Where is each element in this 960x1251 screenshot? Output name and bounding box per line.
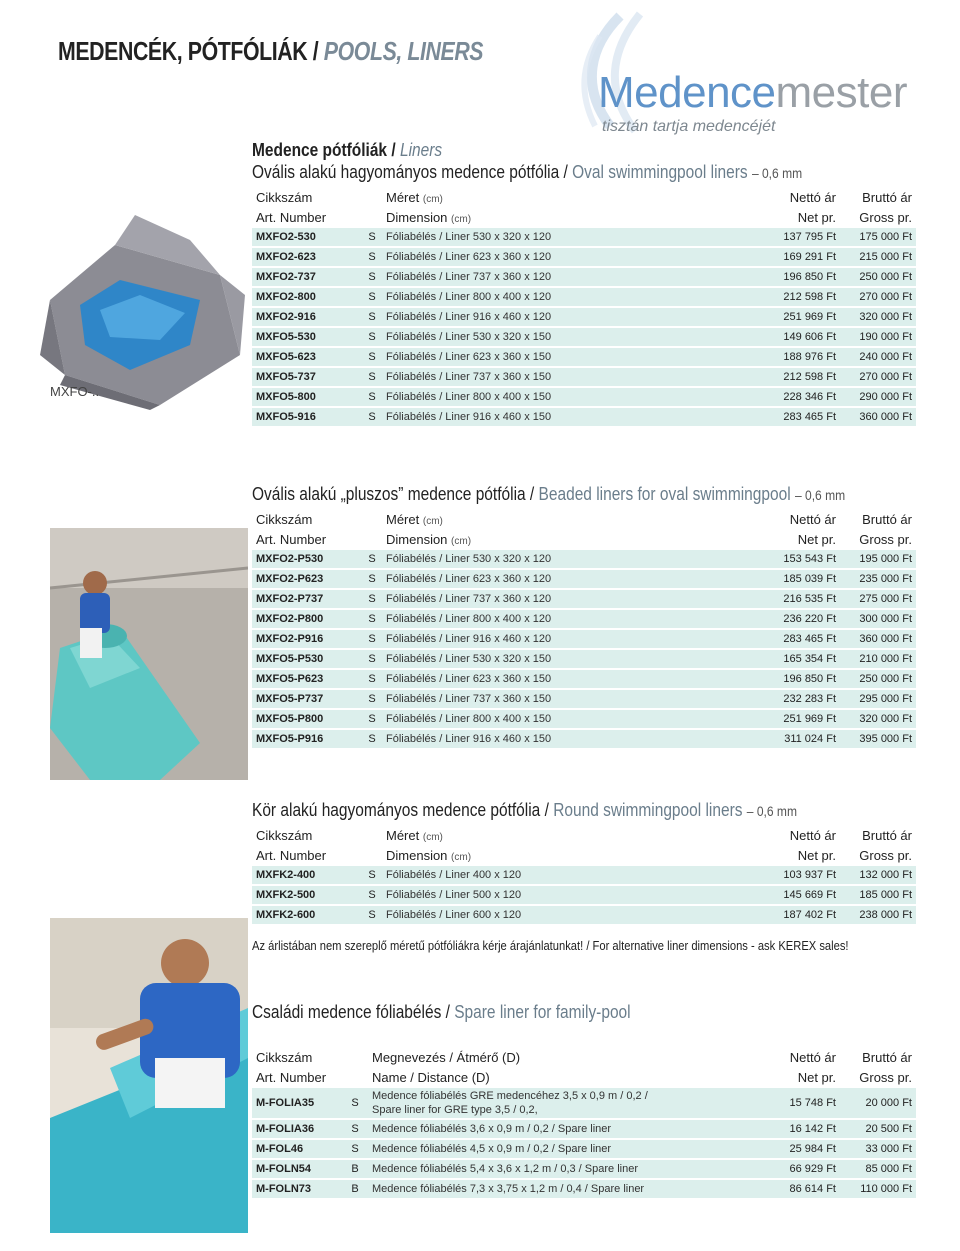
gross-price: 110 000 Ft bbox=[840, 1180, 916, 1198]
dimension: Fóliabélés / Liner 800 x 400 x 120 bbox=[382, 610, 762, 628]
col-header-name: Megnevezés / Átmérő (D) bbox=[372, 1049, 521, 1065]
man-fitting-liner-photo bbox=[50, 918, 248, 1233]
name-line-1: Medence fóliabélés 3,6 x 0,9 m / 0,2 / Spare liner bbox=[372, 1123, 612, 1135]
stock-flag: S bbox=[362, 670, 382, 688]
stock-flag: S bbox=[362, 690, 382, 708]
title-en: Oval swimmingpool liners bbox=[572, 162, 748, 182]
col-header-size-en bbox=[382, 846, 762, 864]
col-header-flag bbox=[342, 1048, 368, 1066]
thickness: – 0,6 mm bbox=[794, 487, 846, 503]
logo-tagline: tisztán tartja medencéjét bbox=[602, 118, 776, 135]
logo-wordmark bbox=[598, 68, 907, 118]
stock-flag: S bbox=[362, 610, 382, 628]
unit-label-en: (cm) bbox=[451, 213, 472, 225]
net-price: 145 669 Ft bbox=[762, 886, 840, 904]
dimension: Fóliabélés / Liner 800 x 400 x 120 bbox=[382, 288, 762, 306]
net-price: 185 039 Ft bbox=[762, 570, 840, 588]
col-header-size-en bbox=[382, 530, 762, 548]
header-row-en bbox=[252, 846, 916, 864]
section-round-liners bbox=[252, 800, 916, 926]
gross-price: 238 000 Ft bbox=[840, 906, 916, 924]
unit-label: (cm) bbox=[422, 515, 443, 527]
table-row bbox=[252, 630, 916, 648]
article-number: MXFO2-800 bbox=[252, 288, 362, 306]
unit-label-en: (cm) bbox=[451, 851, 472, 863]
dimension: Fóliabélés / Liner 530 x 320 x 150 bbox=[382, 328, 762, 346]
net-price: 137 795 Ft bbox=[762, 228, 840, 246]
col-header-gross-en: Gross pr. bbox=[859, 847, 912, 863]
stock-flag: S bbox=[362, 328, 382, 346]
dimension: Fóliabélés / Liner 530 x 320 x 150 bbox=[382, 650, 762, 668]
net-price: 216 535 Ft bbox=[762, 590, 840, 608]
size-label: Méret bbox=[386, 827, 420, 843]
product-name bbox=[368, 1088, 762, 1118]
dimension: Fóliabélés / Liner 916 x 460 x 120 bbox=[382, 630, 762, 648]
table-row bbox=[252, 1160, 916, 1178]
photo-label: MXFO-.. bbox=[50, 384, 100, 399]
header-row-en bbox=[252, 1068, 916, 1086]
col-header-gross: Bruttó ár bbox=[862, 827, 912, 843]
gross-price: 395 000 Ft bbox=[840, 730, 916, 748]
net-price: 16 142 Ft bbox=[762, 1120, 840, 1138]
man-rolling-liner-photo bbox=[50, 528, 248, 780]
dimension: Fóliabélés / Liner 530 x 320 x 120 bbox=[382, 550, 762, 568]
net-price: 228 346 Ft bbox=[762, 388, 840, 406]
stock-flag: S bbox=[362, 388, 382, 406]
article-number: MXFK2-500 bbox=[252, 886, 362, 904]
col-header-code-en: Art. Number bbox=[256, 531, 327, 547]
header-row-hu bbox=[252, 510, 916, 528]
table-row bbox=[252, 1120, 916, 1138]
header-row-hu bbox=[252, 826, 916, 844]
title-en: Spare liner for family-pool bbox=[454, 1002, 631, 1022]
net-price: 251 969 Ft bbox=[762, 710, 840, 728]
article-number: M-FOLIA35 bbox=[252, 1088, 342, 1118]
gross-price: 132 000 Ft bbox=[840, 866, 916, 884]
col-header-net: Nettó ár bbox=[789, 511, 836, 527]
alternative-dimensions-note: Az árlistában nem szereplő méretű pótfóliákra kérje árajánlatunkat! / For alternative liner dimensions - ask KEREX sales! bbox=[252, 938, 849, 953]
kicker-hu: Medence pótfóliák / bbox=[252, 140, 396, 160]
gross-price: 320 000 Ft bbox=[840, 308, 916, 326]
article-number: MXFO2-P623 bbox=[252, 570, 362, 588]
net-price: 149 606 Ft bbox=[762, 328, 840, 346]
col-header-net-en: Net pr. bbox=[797, 209, 836, 225]
table-row bbox=[252, 248, 916, 266]
col-header-flag-en bbox=[342, 1068, 368, 1086]
dimension: Fóliabélés / Liner 530 x 320 x 120 bbox=[382, 228, 762, 246]
col-header-flag-en bbox=[362, 846, 382, 864]
article-number: MXFO2-P800 bbox=[252, 610, 362, 628]
stock-flag: S bbox=[362, 368, 382, 386]
name-line-1: Medence fóliabélés 7,3 x 3,75 x 1,2 m / 0,4 / Spare liner bbox=[372, 1183, 645, 1195]
gross-price: 270 000 Ft bbox=[840, 368, 916, 386]
logo-word-mester: mester bbox=[775, 68, 907, 117]
stock-flag: S bbox=[362, 288, 382, 306]
col-header-code-en: Art. Number bbox=[256, 209, 327, 225]
gross-price: 85 000 Ft bbox=[840, 1160, 916, 1178]
col-header-code: Cikkszám bbox=[256, 189, 313, 205]
table-row bbox=[252, 268, 916, 286]
gross-price: 185 000 Ft bbox=[840, 886, 916, 904]
stock-flag: B bbox=[342, 1180, 368, 1198]
col-header-net: Nettó ár bbox=[789, 189, 836, 205]
table-row bbox=[252, 408, 916, 426]
header-row-hu bbox=[252, 188, 916, 206]
price-table-family bbox=[252, 1046, 916, 1200]
section-oval-liners bbox=[252, 140, 916, 428]
page-title-en: POOLS, LINERS bbox=[323, 36, 484, 66]
net-price: 153 543 Ft bbox=[762, 550, 840, 568]
stock-flag: S bbox=[362, 866, 382, 884]
size-label-en: Dimension bbox=[386, 847, 448, 863]
title-hu: Ovális alakú „pluszos” medence pótfólia / bbox=[252, 484, 535, 504]
table-row bbox=[252, 650, 916, 668]
article-number: MXFO5-800 bbox=[252, 388, 362, 406]
gross-price: 240 000 Ft bbox=[840, 348, 916, 366]
page-title-hu: MEDENCÉK, PÓTFÓLIÁK / bbox=[58, 36, 319, 66]
article-number: MXFO2-916 bbox=[252, 308, 362, 326]
article-number: M-FOLN54 bbox=[252, 1160, 342, 1178]
col-header-net-en: Net pr. bbox=[797, 847, 836, 863]
net-price: 165 354 Ft bbox=[762, 650, 840, 668]
table-row bbox=[252, 866, 916, 884]
article-number: MXFK2-400 bbox=[252, 866, 362, 884]
article-number: MXFO2-737 bbox=[252, 268, 362, 286]
stock-flag: S bbox=[362, 268, 382, 286]
size-label-en: Dimension bbox=[386, 531, 448, 547]
net-price: 311 024 Ft bbox=[762, 730, 840, 748]
section-kicker bbox=[252, 140, 823, 162]
net-price: 66 929 Ft bbox=[762, 1160, 840, 1178]
dimension: Fóliabélés / Liner 737 x 360 x 150 bbox=[382, 690, 762, 708]
dimension: Fóliabélés / Liner 400 x 120 bbox=[382, 866, 762, 884]
dimension: Fóliabélés / Liner 800 x 400 x 150 bbox=[382, 710, 762, 728]
col-header-gross: Bruttó ár bbox=[862, 511, 912, 527]
col-header-gross: Bruttó ár bbox=[862, 1049, 912, 1065]
price-table-oval bbox=[252, 186, 916, 428]
liner-box-photo bbox=[40, 205, 250, 410]
net-price: 86 614 Ft bbox=[762, 1180, 840, 1198]
unit-label-en: (cm) bbox=[451, 535, 472, 547]
net-price: 103 937 Ft bbox=[762, 866, 840, 884]
net-price: 169 291 Ft bbox=[762, 248, 840, 266]
unit-label: (cm) bbox=[422, 193, 443, 205]
dimension: Fóliabélés / Liner 600 x 120 bbox=[382, 906, 762, 924]
col-header-code: Cikkszám bbox=[256, 1049, 313, 1065]
gross-price: 275 000 Ft bbox=[840, 590, 916, 608]
gross-price: 210 000 Ft bbox=[840, 650, 916, 668]
net-price: 232 283 Ft bbox=[762, 690, 840, 708]
table-row bbox=[252, 710, 916, 728]
size-label: Méret bbox=[386, 189, 420, 205]
stock-flag: S bbox=[342, 1088, 368, 1118]
name-line-1: Medence fóliabélés GRE medencéhez 3,5 x 0,9 m / 0,2 / bbox=[372, 1090, 648, 1102]
title-hu: Kör alakú hagyományos medence pótfólia / bbox=[252, 800, 549, 820]
stock-flag: S bbox=[362, 906, 382, 924]
col-header-flag-en bbox=[362, 530, 382, 548]
col-header-flag bbox=[362, 188, 382, 206]
net-price: 283 465 Ft bbox=[762, 408, 840, 426]
dimension: Fóliabélés / Liner 916 x 460 x 150 bbox=[382, 408, 762, 426]
stock-flag: S bbox=[342, 1120, 368, 1138]
product-name bbox=[368, 1180, 762, 1198]
dimension: Fóliabélés / Liner 623 x 360 x 120 bbox=[382, 570, 762, 588]
section-beaded-liners bbox=[252, 484, 916, 750]
gross-price: 320 000 Ft bbox=[840, 710, 916, 728]
col-header-gross-en: Gross pr. bbox=[859, 1069, 912, 1085]
table-row bbox=[252, 328, 916, 346]
article-number: MXFO2-623 bbox=[252, 248, 362, 266]
product-name bbox=[368, 1140, 762, 1158]
title-hu: Ovális alakú hagyományos medence pótfólia / bbox=[252, 162, 568, 182]
product-name bbox=[368, 1120, 762, 1138]
stock-flag: S bbox=[362, 590, 382, 608]
size-label-en: Dimension bbox=[386, 209, 448, 225]
table-row bbox=[252, 730, 916, 748]
name-line-1: Medence fóliabélés 4,5 x 0,9 m / 0,2 / Spare liner bbox=[372, 1143, 612, 1155]
col-header-flag bbox=[362, 510, 382, 528]
medencemester-logo bbox=[590, 12, 940, 142]
gross-price: 295 000 Ft bbox=[840, 690, 916, 708]
article-number: M-FOLIA36 bbox=[252, 1120, 342, 1138]
table-row bbox=[252, 308, 916, 326]
stock-flag: S bbox=[362, 710, 382, 728]
gross-price: 300 000 Ft bbox=[840, 610, 916, 628]
price-table-round bbox=[252, 824, 916, 926]
net-price: 196 850 Ft bbox=[762, 670, 840, 688]
gross-price: 20 000 Ft bbox=[840, 1088, 916, 1118]
gross-price: 195 000 Ft bbox=[840, 550, 916, 568]
net-price: 236 220 Ft bbox=[762, 610, 840, 628]
table-row bbox=[252, 590, 916, 608]
net-price: 187 402 Ft bbox=[762, 906, 840, 924]
gross-price: 215 000 Ft bbox=[840, 248, 916, 266]
gross-price: 360 000 Ft bbox=[840, 630, 916, 648]
net-price: 196 850 Ft bbox=[762, 268, 840, 286]
article-number: MXFO5-P916 bbox=[252, 730, 362, 748]
net-price: 212 598 Ft bbox=[762, 288, 840, 306]
table-row bbox=[252, 1140, 916, 1158]
stock-flag: S bbox=[362, 408, 382, 426]
kicker-en: Liners bbox=[399, 140, 443, 160]
size-label: Méret bbox=[386, 511, 420, 527]
stock-flag: S bbox=[342, 1140, 368, 1158]
gross-price: 270 000 Ft bbox=[840, 288, 916, 306]
col-header-size bbox=[382, 188, 762, 206]
title-hu: Családi medence fóliabélés / bbox=[252, 1002, 450, 1022]
col-header-name-en: Name / Distance (D) bbox=[372, 1069, 490, 1085]
section-family-pool-liners bbox=[252, 1002, 916, 1200]
article-number: MXFK2-600 bbox=[252, 906, 362, 924]
net-price: 251 969 Ft bbox=[762, 308, 840, 326]
page-title bbox=[58, 36, 483, 67]
col-header-code: Cikkszám bbox=[256, 827, 313, 843]
col-header-size bbox=[382, 826, 762, 844]
article-number: MXFO2-P916 bbox=[252, 630, 362, 648]
section-title bbox=[252, 1002, 823, 1046]
product-name bbox=[368, 1160, 762, 1178]
col-header-net: Nettó ár bbox=[789, 1049, 836, 1065]
col-header-code-en: Art. Number bbox=[256, 1069, 327, 1085]
article-number: MXFO2-P737 bbox=[252, 590, 362, 608]
dimension: Fóliabélés / Liner 737 x 360 x 120 bbox=[382, 590, 762, 608]
thickness: – 0,6 mm bbox=[746, 803, 797, 819]
section-title bbox=[252, 800, 823, 824]
col-header-net-en: Net pr. bbox=[797, 1069, 836, 1085]
net-price: 25 984 Ft bbox=[762, 1140, 840, 1158]
col-header-gross-en: Gross pr. bbox=[859, 209, 912, 225]
stock-flag: S bbox=[362, 348, 382, 366]
dimension: Fóliabélés / Liner 800 x 400 x 150 bbox=[382, 388, 762, 406]
table-row bbox=[252, 550, 916, 568]
table-row bbox=[252, 388, 916, 406]
dimension: Fóliabélés / Liner 623 x 360 x 150 bbox=[382, 348, 762, 366]
stock-flag: S bbox=[362, 248, 382, 266]
section-title bbox=[252, 162, 823, 186]
title-en: Beaded liners for oval swimmingpool bbox=[538, 484, 791, 504]
gross-price: 33 000 Ft bbox=[840, 1140, 916, 1158]
dimension: Fóliabélés / Liner 737 x 360 x 150 bbox=[382, 368, 762, 386]
dimension: Fóliabélés / Liner 623 x 360 x 120 bbox=[382, 248, 762, 266]
dimension: Fóliabélés / Liner 916 x 460 x 150 bbox=[382, 730, 762, 748]
logo-word-medence: Medence bbox=[598, 68, 776, 117]
name-line-2: Spare liner for GRE type 3,5 / 0,2, bbox=[372, 1104, 538, 1116]
article-number: MXFO2-P530 bbox=[252, 550, 362, 568]
net-price: 283 465 Ft bbox=[762, 630, 840, 648]
col-header-gross: Bruttó ár bbox=[862, 189, 912, 205]
article-number: MXFO5-P623 bbox=[252, 670, 362, 688]
article-number: MXFO5-916 bbox=[252, 408, 362, 426]
col-header-net: Nettó ár bbox=[789, 827, 836, 843]
table-row bbox=[252, 288, 916, 306]
table-row bbox=[252, 886, 916, 904]
article-number: MXFO5-530 bbox=[252, 328, 362, 346]
title-en: Round swimmingpool liners bbox=[553, 800, 743, 820]
col-header-gross-en: Gross pr. bbox=[859, 531, 912, 547]
table-row bbox=[252, 1180, 916, 1198]
table-row bbox=[252, 610, 916, 628]
col-header-flag-en bbox=[362, 208, 382, 226]
name-line-1: Medence fóliabélés 5,4 x 3,6 x 1,2 m / 0,3 / Spare liner bbox=[372, 1163, 638, 1175]
header-row-hu bbox=[252, 1048, 916, 1066]
stock-flag: S bbox=[362, 630, 382, 648]
col-header-flag bbox=[362, 826, 382, 844]
gross-price: 20 500 Ft bbox=[840, 1120, 916, 1138]
table-row bbox=[252, 670, 916, 688]
stock-flag: B bbox=[342, 1160, 368, 1178]
gross-price: 360 000 Ft bbox=[840, 408, 916, 426]
net-price: 15 748 Ft bbox=[762, 1088, 840, 1118]
gross-price: 250 000 Ft bbox=[840, 670, 916, 688]
article-number: MXFO5-623 bbox=[252, 348, 362, 366]
article-number: M-FOLN73 bbox=[252, 1180, 342, 1198]
unit-label: (cm) bbox=[422, 831, 443, 843]
stock-flag: S bbox=[362, 308, 382, 326]
col-header-code-en: Art. Number bbox=[256, 847, 327, 863]
table-row bbox=[252, 1088, 916, 1118]
col-header-net-en: Net pr. bbox=[797, 531, 836, 547]
price-table-beaded bbox=[252, 508, 916, 750]
gross-price: 175 000 Ft bbox=[840, 228, 916, 246]
gross-price: 290 000 Ft bbox=[840, 388, 916, 406]
stock-flag: S bbox=[362, 886, 382, 904]
stock-flag: S bbox=[362, 730, 382, 748]
stock-flag: S bbox=[362, 550, 382, 568]
table-row bbox=[252, 690, 916, 708]
article-number: MXFO5-737 bbox=[252, 368, 362, 386]
stock-flag: S bbox=[362, 228, 382, 246]
header-row-en bbox=[252, 530, 916, 548]
gross-price: 190 000 Ft bbox=[840, 328, 916, 346]
table-row bbox=[252, 348, 916, 366]
article-number: MXFO5-P530 bbox=[252, 650, 362, 668]
section-title bbox=[252, 484, 846, 508]
dimension: Fóliabélés / Liner 916 x 460 x 120 bbox=[382, 308, 762, 326]
dimension: Fóliabélés / Liner 623 x 360 x 150 bbox=[382, 670, 762, 688]
table-row bbox=[252, 570, 916, 588]
article-number: MXFO5-P737 bbox=[252, 690, 362, 708]
col-header-size-en bbox=[382, 208, 762, 226]
gross-price: 235 000 Ft bbox=[840, 570, 916, 588]
article-number: MXFO2-530 bbox=[252, 228, 362, 246]
article-number: MXFO5-P800 bbox=[252, 710, 362, 728]
net-price: 212 598 Ft bbox=[762, 368, 840, 386]
stock-flag: S bbox=[362, 570, 382, 588]
table-row bbox=[252, 228, 916, 246]
dimension: Fóliabélés / Liner 737 x 360 x 120 bbox=[382, 268, 762, 286]
header-row-en bbox=[252, 208, 916, 226]
stock-flag: S bbox=[362, 650, 382, 668]
article-number: M-FOL46 bbox=[252, 1140, 342, 1158]
table-row bbox=[252, 906, 916, 924]
thickness: – 0,6 mm bbox=[751, 165, 803, 181]
table-row bbox=[252, 368, 916, 386]
net-price: 188 976 Ft bbox=[762, 348, 840, 366]
col-header-code: Cikkszám bbox=[256, 511, 313, 527]
col-header-size bbox=[382, 510, 762, 528]
gross-price: 250 000 Ft bbox=[840, 268, 916, 286]
dimension: Fóliabélés / Liner 500 x 120 bbox=[382, 886, 762, 904]
